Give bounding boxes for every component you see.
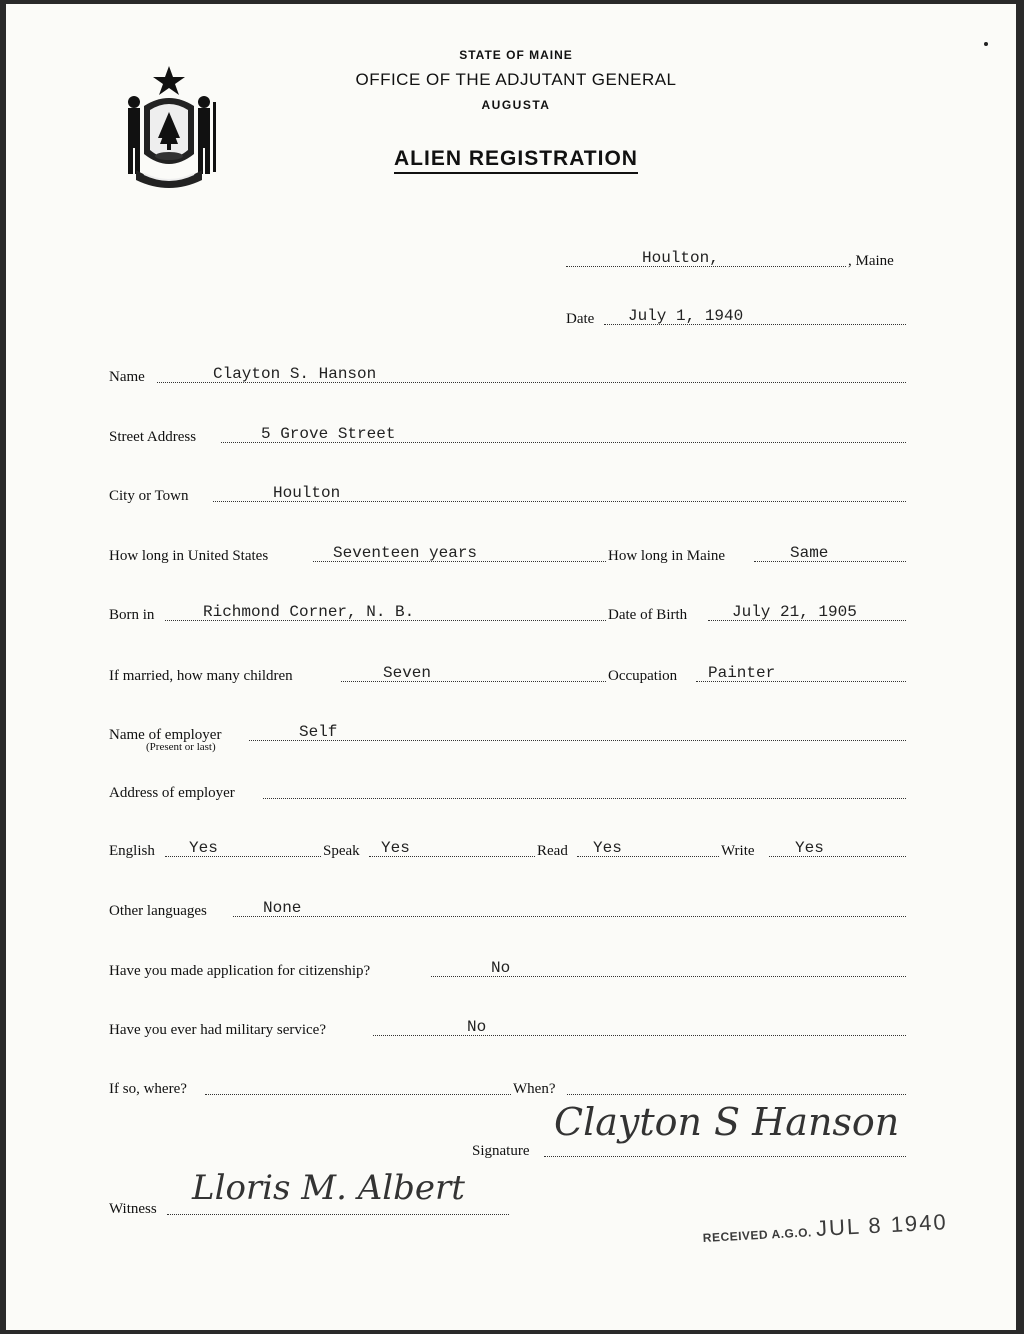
- write-value[interactable]: Yes: [795, 839, 824, 857]
- employer-address-row: [109, 776, 906, 802]
- street-row: [109, 420, 906, 446]
- how-long-row: [109, 539, 906, 565]
- city-heading: AUGUSTA: [481, 98, 551, 112]
- signature-label: Signature: [472, 1143, 530, 1159]
- born-in-label: Born in: [109, 607, 155, 623]
- employer-row: [109, 718, 906, 744]
- write-field: [721, 834, 906, 860]
- military-line: [373, 1035, 906, 1036]
- where-label: If so, where?: [109, 1081, 187, 1097]
- dob-value[interactable]: July 21, 1905: [732, 603, 857, 621]
- speak-value[interactable]: Yes: [381, 839, 410, 857]
- date-label: Date: [566, 311, 595, 327]
- signature-line: [544, 1156, 906, 1157]
- street-value[interactable]: 5 Grove Street: [261, 425, 396, 443]
- employer-sublabel: (Present or last): [146, 741, 216, 753]
- name-value[interactable]: Clayton S. Hanson: [213, 365, 377, 383]
- city-value[interactable]: Houlton: [273, 484, 341, 502]
- military-value[interactable]: No: [467, 1018, 487, 1036]
- name-row: [109, 360, 906, 386]
- other-languages-line: [233, 916, 906, 917]
- military-label: Have you ever had military service?: [109, 1022, 326, 1038]
- employer-address-line: [263, 798, 906, 799]
- form-page: [6, 4, 1016, 1330]
- occupation-label: Occupation: [608, 668, 678, 684]
- speak-field: [323, 834, 535, 860]
- children-line: [341, 681, 606, 682]
- city-label: City or Town: [109, 488, 189, 504]
- place-value[interactable]: Houlton,: [642, 249, 719, 267]
- how-long-us-field: [109, 539, 606, 565]
- form-title: [326, 147, 706, 171]
- children-field: [109, 659, 606, 685]
- when-label: When?: [513, 1081, 556, 1097]
- children-row: [109, 659, 906, 685]
- children-label: If married, how many children: [109, 668, 293, 684]
- signature-value[interactable]: Clayton S Hanson: [554, 1100, 900, 1144]
- city-row: [109, 479, 906, 505]
- how-long-maine-line: [754, 561, 906, 562]
- born-row: [109, 598, 906, 624]
- where-when-row: [109, 1072, 906, 1098]
- dob-label: Date of Birth: [608, 607, 688, 623]
- state-seal-icon: [114, 62, 224, 192]
- read-field: [537, 834, 719, 860]
- languages-row: [109, 834, 906, 860]
- english-label: English: [109, 843, 155, 859]
- when-field: [513, 1072, 906, 1098]
- where-field: [109, 1072, 511, 1098]
- street-label: Street Address: [109, 429, 197, 445]
- employer-label: Name of employer: [109, 727, 222, 743]
- stamp-date: JUL 8 1940: [815, 1209, 949, 1242]
- other-languages-value[interactable]: None: [263, 899, 302, 917]
- read-label: Read: [537, 843, 568, 859]
- place-row: [566, 244, 906, 270]
- other-languages-label: Other languages: [109, 903, 207, 919]
- citizenship-row: [109, 954, 906, 980]
- speak-label: Speak: [323, 843, 360, 859]
- write-label: Write: [721, 843, 755, 859]
- citizenship-label: Have you made application for citizenship?: [109, 963, 371, 979]
- occupation-value[interactable]: Painter: [708, 664, 776, 682]
- how-long-maine-value[interactable]: Same: [790, 544, 829, 562]
- employer-line: [249, 740, 906, 741]
- place-suffix: , Maine: [848, 253, 894, 269]
- born-in-value[interactable]: Richmond Corner, N. B.: [203, 603, 415, 621]
- other-languages-row: [109, 894, 906, 920]
- date-value[interactable]: July 1, 1940: [628, 307, 744, 325]
- where-line: [205, 1094, 511, 1095]
- children-value[interactable]: Seven: [383, 664, 432, 682]
- english-value[interactable]: Yes: [189, 839, 218, 857]
- office-heading: OFFICE OF THE ADJUTANT GENERAL: [355, 70, 677, 89]
- occupation-field: [608, 659, 906, 685]
- witness-label: Witness: [109, 1201, 157, 1217]
- how-long-maine-field: [608, 539, 906, 565]
- employer-address-label: Address of employer: [109, 785, 235, 801]
- when-line: [567, 1094, 906, 1095]
- speck-mark: [984, 42, 988, 46]
- military-row: [109, 1013, 906, 1039]
- how-long-maine-label: How long in Maine: [608, 548, 726, 564]
- how-long-us-value[interactable]: Seventeen years: [333, 544, 478, 562]
- name-label: Name: [109, 369, 145, 385]
- employer-value[interactable]: Self: [299, 723, 338, 741]
- read-value[interactable]: Yes: [593, 839, 622, 857]
- dob-field: [608, 598, 906, 624]
- born-in-field: [109, 598, 606, 624]
- received-stamp: [702, 1209, 948, 1248]
- how-long-us-label: How long in United States: [109, 548, 269, 564]
- english-field: [109, 834, 321, 860]
- state-heading: STATE OF MAINE: [459, 48, 573, 62]
- witness-value[interactable]: Lloris M. Albert: [192, 1168, 465, 1208]
- stamp-prefix: RECEIVED A.G.O.: [702, 1225, 813, 1245]
- witness-line: [167, 1214, 509, 1215]
- citizenship-value[interactable]: No: [491, 959, 511, 977]
- write-line: [769, 856, 906, 857]
- form-title-text: ALIEN REGISTRATION: [394, 147, 638, 174]
- date-row: [566, 302, 906, 328]
